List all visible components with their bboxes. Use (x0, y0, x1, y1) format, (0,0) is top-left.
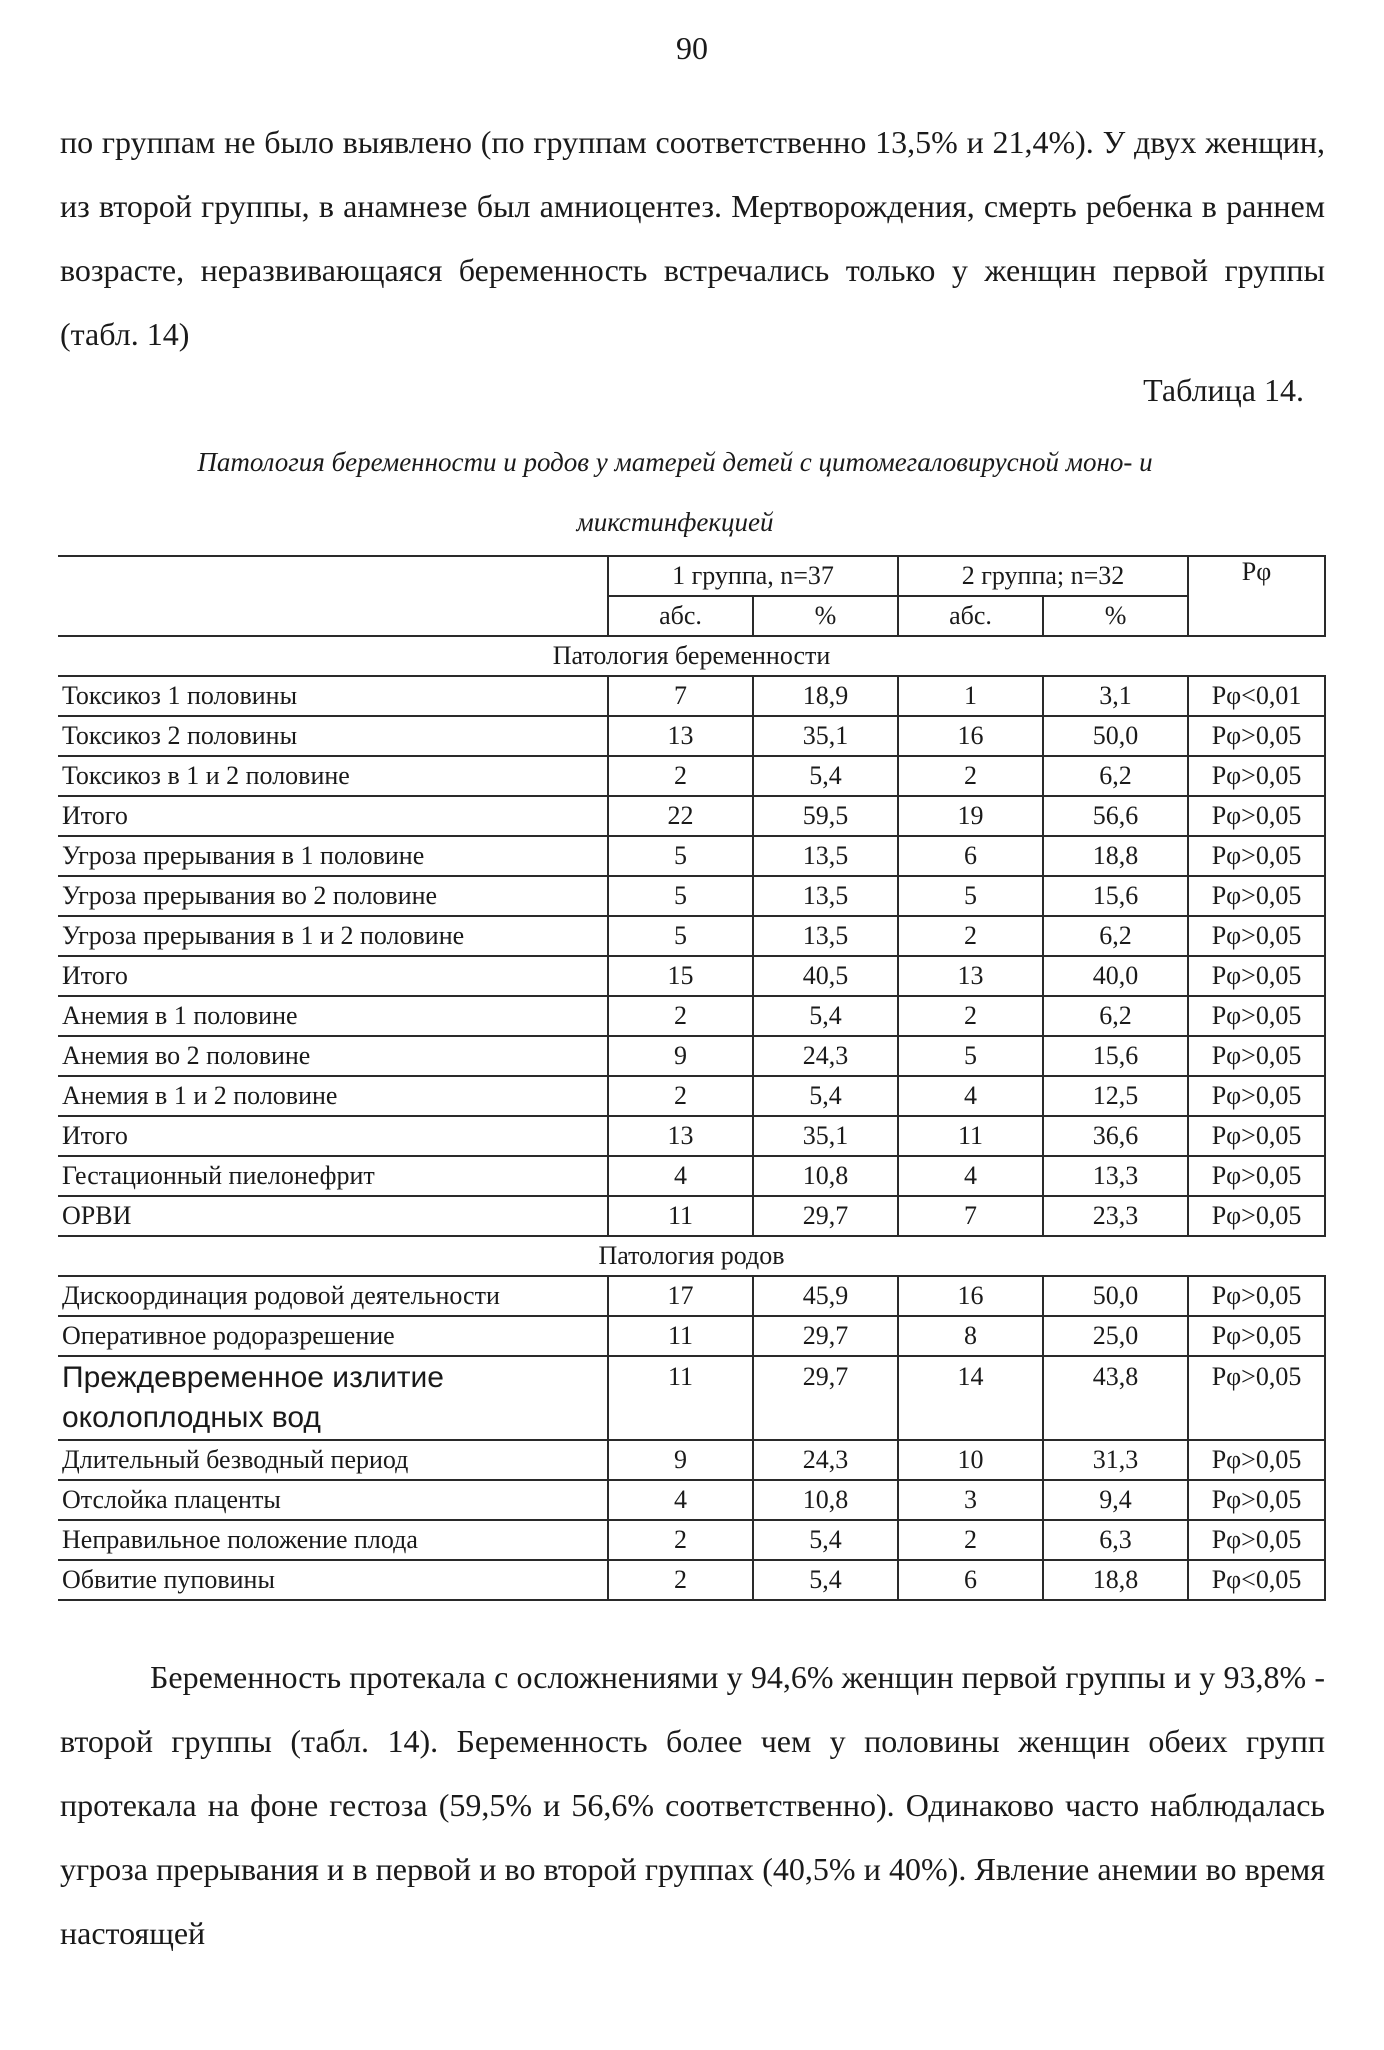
cell-p-value: Рφ>0,05 (1188, 1356, 1325, 1440)
header-p: Рφ (1188, 556, 1325, 636)
cell-p-value: Рφ>0,05 (1188, 1076, 1325, 1116)
section-title: Патология родов (58, 1236, 1325, 1276)
cell-p-value: Рφ<0,01 (1188, 676, 1325, 716)
table-row (58, 1116, 1325, 1156)
table-row (58, 796, 1325, 836)
cell-abs-2: 4 (898, 1076, 1043, 1116)
cell-abs-2: 19 (898, 796, 1043, 836)
cell-p-value: Рφ>0,05 (1188, 1276, 1325, 1316)
cell-pct-2: 50,0 (1043, 1276, 1188, 1316)
cell-abs-1: 5 (608, 836, 753, 876)
cell-abs-2: 6 (898, 836, 1043, 876)
row-name: Длительный безводный период (58, 1440, 608, 1480)
cell-abs-1: 2 (608, 1076, 753, 1116)
table-row (58, 1276, 1325, 1316)
cell-p-value: Рφ>0,05 (1188, 1156, 1325, 1196)
cell-pct-1: 18,9 (753, 676, 898, 716)
cell-pct-1: 40,5 (753, 956, 898, 996)
table-row (58, 1036, 1325, 1076)
cell-pct-2: 18,8 (1043, 1560, 1188, 1600)
cell-abs-2: 2 (898, 756, 1043, 796)
header-group1: 1 группа, n=37 (608, 556, 898, 596)
cell-abs-2: 10 (898, 1440, 1043, 1480)
cell-abs-1: 2 (608, 1560, 753, 1600)
row-name: Угроза прерывания во 2 половине (58, 876, 608, 916)
cell-abs-2: 14 (898, 1356, 1043, 1440)
cell-pct-2: 13,3 (1043, 1156, 1188, 1196)
cell-p-value: Рφ>0,05 (1188, 916, 1325, 956)
cell-pct-1: 35,1 (753, 716, 898, 756)
table-label: Таблица 14. (1143, 372, 1304, 408)
cell-abs-2: 16 (898, 716, 1043, 756)
cell-pct-1: 24,3 (753, 1036, 898, 1076)
cell-pct-2: 12,5 (1043, 1076, 1188, 1116)
cell-abs-2: 2 (898, 996, 1043, 1036)
row-name: Гестационный пиелонефрит (58, 1156, 608, 1196)
cell-pct-2: 6,3 (1043, 1520, 1188, 1560)
cell-abs-2: 1 (898, 676, 1043, 716)
cell-p-value: Рφ>0,05 (1188, 1116, 1325, 1156)
paragraph-bottom: Беременность протекала с осложнениями у 94,6% женщин первой группы и у 93,8% - второй группы (табл. 14). Беременность более чем у половины женщин обеих групп протекала на фоне гестоза (59,5% и 56,6% соответственно). Одинаково часто наблюдалась угроза прерывания и в первой и во второй группах (40,5% и 40%). Явление анемии во время настоящей (60, 1659, 1325, 1951)
cell-abs-2: 6 (898, 1560, 1043, 1600)
cell-pct-1: 5,4 (753, 996, 898, 1036)
cell-abs-1: 2 (608, 996, 753, 1036)
row-name: Токсикоз 1 половины (58, 676, 608, 716)
page-number: 90 (676, 30, 708, 66)
cell-p-value: Рφ>0,05 (1188, 1316, 1325, 1356)
cell-abs-2: 16 (898, 1276, 1043, 1316)
cell-pct-1: 35,1 (753, 1116, 898, 1156)
cell-abs-2: 13 (898, 956, 1043, 996)
cell-pct-1: 29,7 (753, 1356, 898, 1440)
cell-abs-1: 13 (608, 1116, 753, 1156)
cell-abs-2: 5 (898, 876, 1043, 916)
row-name: Дискоординация родовой деятельности (58, 1276, 608, 1316)
table-row (58, 1520, 1325, 1560)
cell-abs-1: 5 (608, 916, 753, 956)
header-abs-2: абс. (898, 596, 1043, 636)
row-name: Оперативное родоразрешение (58, 1316, 608, 1356)
row-name: Угроза прерывания в 1 и 2 половине (58, 916, 608, 956)
cell-pct-2: 31,3 (1043, 1440, 1188, 1480)
cell-abs-1: 11 (608, 1196, 753, 1236)
header-empty (58, 556, 608, 636)
cell-pct-1: 10,8 (753, 1156, 898, 1196)
row-name: Отслойка плаценты (58, 1480, 608, 1520)
cell-p-value: Рφ>0,05 (1188, 996, 1325, 1036)
row-name: Анемия во 2 половине (58, 1036, 608, 1076)
cell-pct-1: 5,4 (753, 1076, 898, 1116)
row-name: Преждевременное излитие околоплодных вод (58, 1356, 608, 1440)
table-row (58, 1196, 1325, 1236)
cell-p-value: Рφ>0,05 (1188, 796, 1325, 836)
row-name: Итого (58, 1116, 608, 1156)
cell-pct-1: 45,9 (753, 1276, 898, 1316)
cell-pct-2: 6,2 (1043, 916, 1188, 956)
table-row (58, 716, 1325, 756)
cell-pct-1: 13,5 (753, 916, 898, 956)
cell-p-value: Рφ>0,05 (1188, 836, 1325, 876)
table-row (58, 1316, 1325, 1356)
cell-abs-1: 2 (608, 756, 753, 796)
cell-pct-2: 50,0 (1043, 716, 1188, 756)
cell-p-value: Рφ<0,05 (1188, 1560, 1325, 1600)
cell-pct-2: 23,3 (1043, 1196, 1188, 1236)
cell-pct-1: 29,7 (753, 1196, 898, 1236)
header-row-groups (58, 556, 1325, 596)
table-row (58, 1480, 1325, 1520)
table-row (58, 956, 1325, 996)
cell-pct-1: 24,3 (753, 1440, 898, 1480)
cell-abs-1: 9 (608, 1440, 753, 1480)
row-name: Анемия в 1 и 2 половине (58, 1076, 608, 1116)
cell-abs-1: 4 (608, 1480, 753, 1520)
cell-abs-2: 5 (898, 1036, 1043, 1076)
cell-pct-1: 5,4 (753, 1560, 898, 1600)
cell-pct-2: 3,1 (1043, 676, 1188, 716)
row-name: Токсикоз в 1 и 2 половине (58, 756, 608, 796)
row-name: Угроза прерывания в 1 половине (58, 836, 608, 876)
table-row (58, 1076, 1325, 1116)
row-name: ОРВИ (58, 1196, 608, 1236)
row-name: Неправильное положение плода (58, 1520, 608, 1560)
section-title: Патология беременности (58, 636, 1325, 676)
cell-abs-2: 11 (898, 1116, 1043, 1156)
cell-pct-1: 5,4 (753, 1520, 898, 1560)
cell-pct-2: 25,0 (1043, 1316, 1188, 1356)
table-row (58, 1156, 1325, 1196)
row-name: Итого (58, 796, 608, 836)
cell-abs-1: 4 (608, 1156, 753, 1196)
cell-abs-1: 17 (608, 1276, 753, 1316)
cell-p-value: Рφ>0,05 (1188, 756, 1325, 796)
cell-pct-2: 43,8 (1043, 1356, 1188, 1440)
cell-pct-1: 13,5 (753, 836, 898, 876)
header-pct-1: % (753, 596, 898, 636)
table-row (58, 996, 1325, 1036)
cell-abs-2: 8 (898, 1316, 1043, 1356)
cell-p-value: Рφ>0,05 (1188, 1196, 1325, 1236)
cell-abs-2: 2 (898, 916, 1043, 956)
cell-pct-1: 5,4 (753, 756, 898, 796)
cell-abs-1: 15 (608, 956, 753, 996)
header-pct-2: % (1043, 596, 1188, 636)
section-row (58, 636, 1325, 676)
cell-pct-1: 59,5 (753, 796, 898, 836)
cell-p-value: Рφ>0,05 (1188, 1520, 1325, 1560)
row-name: Обвитие пуповины (58, 1560, 608, 1600)
cell-pct-2: 15,6 (1043, 1036, 1188, 1076)
table-caption: Патология беременности и родов у матерей детей с цитомегаловирусной моно- и микстинфекцией (197, 447, 1153, 537)
row-name: Токсикоз 2 половины (58, 716, 608, 756)
table-row (58, 756, 1325, 796)
cell-abs-1: 7 (608, 676, 753, 716)
cell-abs-2: 2 (898, 1520, 1043, 1560)
cell-pct-2: 9,4 (1043, 1480, 1188, 1520)
cell-abs-1: 9 (608, 1036, 753, 1076)
cell-abs-1: 13 (608, 716, 753, 756)
cell-pct-1: 13,5 (753, 876, 898, 916)
cell-abs-2: 7 (898, 1196, 1043, 1236)
header-abs-1: абс. (608, 596, 753, 636)
cell-abs-1: 11 (608, 1356, 753, 1440)
cell-abs-2: 4 (898, 1156, 1043, 1196)
table-row (58, 916, 1325, 956)
cell-abs-1: 11 (608, 1316, 753, 1356)
cell-abs-1: 2 (608, 1520, 753, 1560)
cell-p-value: Рφ>0,05 (1188, 876, 1325, 916)
row-name: Анемия в 1 половине (58, 996, 608, 1036)
section-row (58, 1236, 1325, 1276)
cell-abs-1: 5 (608, 876, 753, 916)
cell-abs-2: 3 (898, 1480, 1043, 1520)
cell-pct-1: 29,7 (753, 1316, 898, 1356)
cell-p-value: Рφ>0,05 (1188, 1440, 1325, 1480)
cell-pct-2: 6,2 (1043, 756, 1188, 796)
cell-pct-2: 18,8 (1043, 836, 1188, 876)
cell-p-value: Рφ>0,05 (1188, 956, 1325, 996)
cell-p-value: Рφ>0,05 (1188, 716, 1325, 756)
header-group2: 2 группа; n=32 (898, 556, 1188, 596)
cell-pct-2: 15,6 (1043, 876, 1188, 916)
table-row (58, 1560, 1325, 1600)
cell-pct-2: 36,6 (1043, 1116, 1188, 1156)
cell-pct-1: 10,8 (753, 1480, 898, 1520)
cell-pct-2: 40,0 (1043, 956, 1188, 996)
cell-p-value: Рφ>0,05 (1188, 1036, 1325, 1076)
table-row (58, 836, 1325, 876)
row-name: Итого (58, 956, 608, 996)
cell-pct-2: 6,2 (1043, 996, 1188, 1036)
cell-abs-1: 22 (608, 796, 753, 836)
cell-pct-2: 56,6 (1043, 796, 1188, 836)
table-row (58, 1356, 1325, 1440)
cell-p-value: Рφ>0,05 (1188, 1480, 1325, 1520)
paragraph-top: по группам не было выявлено (по группам соответственно 13,5% и 21,4%). У двух женщин, из второй группы, в анамнезе был амниоцентез. Мертворождения, смерть ребенка в раннем возрасте, неразвивающаяся беременность встречались только у женщин первой группы (табл. 14) (60, 124, 1325, 352)
data-table (58, 555, 1326, 1601)
table-row (58, 676, 1325, 716)
table-row (58, 876, 1325, 916)
table-row (58, 1440, 1325, 1480)
